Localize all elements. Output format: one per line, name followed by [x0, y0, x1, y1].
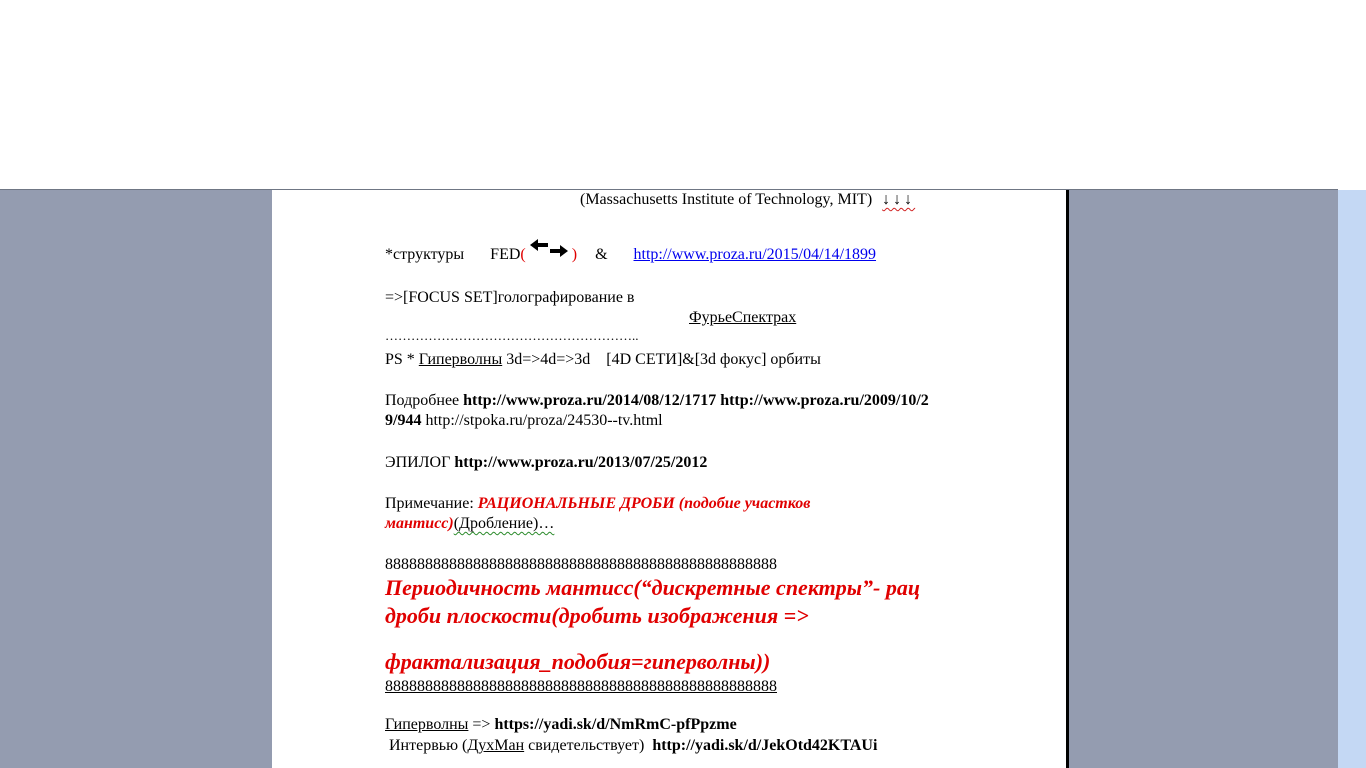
right-scroll-strip[interactable] [1338, 190, 1366, 768]
more-label: Подробнее [385, 392, 464, 409]
more-line [385, 391, 929, 411]
top-blank-area [0, 0, 1366, 190]
fourier-spectra: ФурьеСпектрах [689, 309, 797, 326]
note-rational-fractions: РАЦИОНАЛЬНЫЕ ДРОБИ (подобие участков [477, 495, 811, 512]
ampersand: & [595, 246, 608, 263]
hyperwaves-label: Гиперволны [385, 716, 469, 733]
big-red-line-2: дроби плоскости(дробить изображения => [385, 603, 809, 628]
note-mantissa: мантисс) [385, 515, 454, 532]
interview-prefix: Интервью ( [385, 737, 468, 754]
open-paren: ( [520, 246, 526, 263]
yadisk-link-2[interactable]: http://yadi.sk/d/JekOtd42KTAUi [652, 737, 878, 754]
note-label: Примечание: [385, 495, 478, 512]
focus-line: =>[FOCUS SET]голографирование в [385, 289, 635, 306]
fed-label: FED [490, 246, 521, 263]
hyperwaves-arrow: => [468, 716, 495, 733]
left-right-arrows-icon [526, 245, 572, 265]
down-arrows: ↓↓↓ [882, 191, 916, 208]
note-line [385, 494, 810, 514]
note-tail: (Дробление)… [453, 515, 555, 532]
interview-name: ДухМан [467, 737, 525, 754]
hyperwaves-line [385, 715, 737, 735]
big-red-line-1-text: Периодичность мантисс(“дискретные спектры”- рац [385, 575, 921, 600]
eights-bottom: 8888888888888888888888888888888888888888888888888 [385, 678, 777, 695]
ps-hyperwaves: Гиперволны [418, 351, 503, 368]
proza-link-2009-part2[interactable]: 9/944 [385, 412, 422, 429]
ps-prefix: PS * [385, 351, 419, 368]
interview-suffix: свидетельствует) [524, 737, 653, 754]
proza-link-2014[interactable]: http://www.proza.ru/2014/08/12/1717 [463, 392, 717, 409]
proza-link-2013[interactable]: http://www.proza.ru/2013/07/25/2012 [454, 454, 708, 471]
ps-line [385, 350, 821, 370]
big-red-line-1 [385, 574, 920, 602]
big-red-line-3: фрактализация_подобия=гиперволны)) [385, 649, 771, 674]
close-paren: ) [571, 246, 578, 263]
ps-rest: 3d=>4d=>3d [4D СЕТИ]&[3d фокус] орбиты [502, 351, 821, 368]
epilog-label: ЭПИЛОГ [385, 454, 455, 471]
dots-separator: ………………………………………………….. [385, 328, 639, 343]
eights-top: 8888888888888888888888888888888888888888888888888 [385, 556, 777, 573]
proza-link-2015[interactable]: http://www.proza.ru/2015/04/14/1899 [633, 246, 877, 263]
structures-line [385, 245, 876, 265]
header-line [580, 190, 915, 210]
stpoka-link[interactable]: http://stpoka.ru/proza/24530--tv.html [421, 412, 663, 429]
proza-link-2009-part1[interactable]: http://www.proza.ru/2009/10/2 [720, 392, 929, 409]
more-line-cont [385, 411, 663, 431]
interview-line [385, 736, 877, 756]
header-text: (Massachusetts Institute of Technology, MIT) [580, 191, 873, 208]
epilog-line [385, 453, 707, 473]
note-line-cont [385, 514, 554, 534]
structures-prefix: *структуры [385, 246, 465, 263]
yadisk-link-1[interactable]: https://yadi.sk/d/NmRmC-pfPpzme [494, 716, 737, 733]
